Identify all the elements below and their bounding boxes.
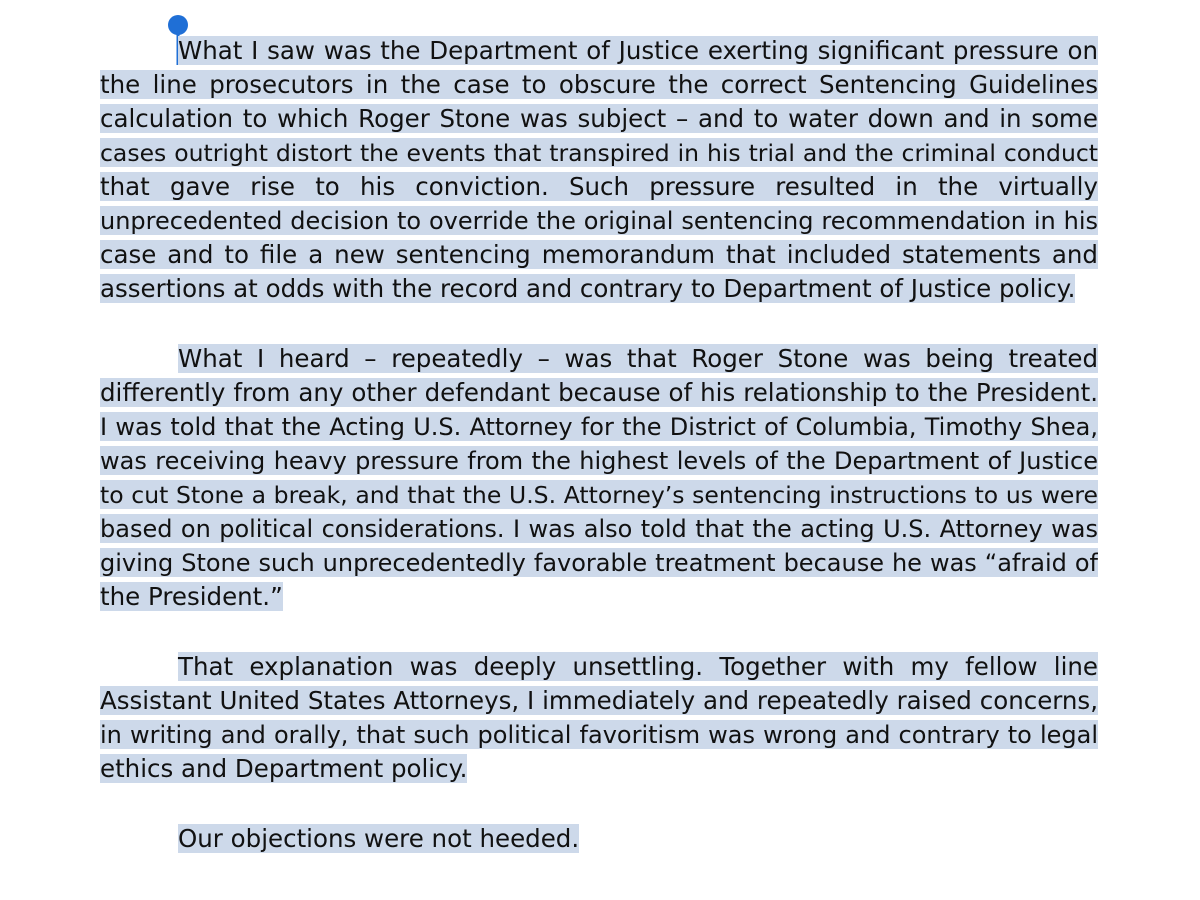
text-line[interactable]: case and to file a new sentencing memorandum that included statements and [100,240,1098,269]
text-line[interactable]: differently from any other defendant because of his relationship to the President. [100,378,1098,407]
text-line[interactable]: That explanation was deeply unsettling. Together with my fellow line [178,652,1098,681]
paragraph-4 [100,822,1098,856]
text-line[interactable]: that gave rise to his conviction. Such pressure resulted in the virtually [100,172,1098,201]
text-line[interactable]: assertions at odds with the record and contrary to Department of Justice policy. [100,274,1076,303]
text-line[interactable]: calculation to which Roger Stone was subject – and to water down and in some [100,104,1098,133]
paragraph-2 [100,342,1098,614]
text-line[interactable]: giving Stone such unprecedentedly favorable treatment because he was “afraid of [100,549,1098,577]
text-line[interactable]: the line prosecutors in the case to obscure the correct Sentencing Guidelines [100,70,1098,99]
text-line[interactable]: What I heard – repeatedly – was that Roger Stone was being treated [178,344,1098,373]
text-line[interactable]: ethics and Department policy. [100,754,468,783]
paragraph-1 [100,34,1098,306]
text-line[interactable]: cases outright distort the events that transpired in his trial and the criminal conduct [100,139,1098,167]
text-line[interactable]: Assistant United States Attorneys, I immediately and repeatedly raised concerns, [100,686,1098,715]
text-line[interactable]: I was told that the Acting U.S. Attorney for the District of Columbia, Timothy Shea, [100,413,1098,441]
document-page [100,34,1098,892]
text-line[interactable]: What I saw was the Department of Justice exerting significant pressure on [178,36,1098,65]
text-line[interactable]: was receiving heavy pressure from the highest levels of the Department of Justice [100,447,1098,475]
text-line[interactable]: Our objections were not heeded. [178,824,580,853]
text-line[interactable]: in writing and orally, that such political favoritism was wrong and contrary to legal [100,721,1098,749]
text-line[interactable]: the President.” [100,582,283,611]
paragraph-3 [100,650,1098,786]
text-line[interactable]: to cut Stone a break, and that the U.S. Attorney’s sentencing instructions to us were [100,481,1098,509]
text-line[interactable]: unprecedented decision to override the original sentencing recommendation in his [100,207,1098,235]
text-line[interactable]: based on political considerations. I was also told that the acting U.S. Attorney was [100,515,1098,543]
